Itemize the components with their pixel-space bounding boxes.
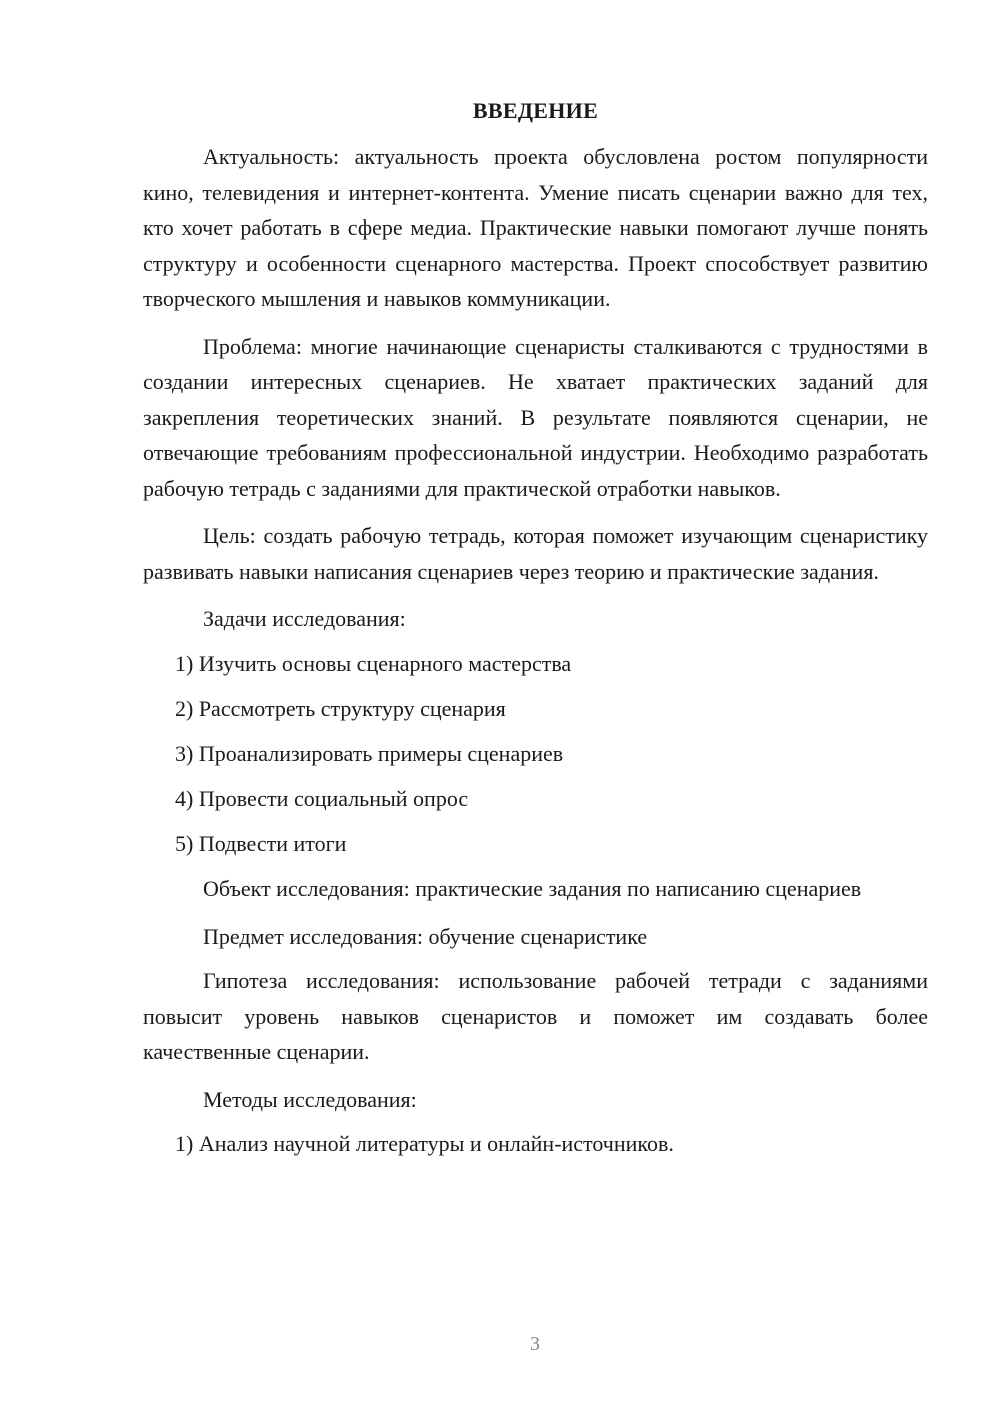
- page-number: 3: [530, 1333, 540, 1355]
- task-item: 2) Рассмотреть структуру сценария: [175, 695, 506, 721]
- page-title: ВВЕДЕНИЕ: [472, 98, 599, 123]
- tasks-list: [143, 646, 928, 862]
- task-item: 1) Изучить основы сценарного мастерства: [175, 650, 572, 676]
- page-content: [143, 95, 928, 1172]
- task-item: 3) Проанализировать примеры сценариев: [175, 740, 564, 766]
- relevance-paragraph: Актуальность: актуальность проекта обусловлена ростом популярности кино, телевидения и интернет-контента. Умение писать сценарии важно для тех, кто хочет работать в сфере медиа. Практические навыки помогают лучше понять структуру и особенности сценарного мастерства. Проект способствует развитию творческого мышления и навыков коммуникации.: [143, 144, 928, 311]
- tasks-heading: Задачи исследования:: [203, 606, 406, 631]
- methods-heading: Методы исследования:: [203, 1086, 417, 1112]
- problem-paragraph: Проблема: многие начинающие сценаристы сталкиваются с трудностями в создании интересных сценариев. Не хватает практических заданий для закрепления теоретических знаний. В результате появляются сценарии, не отвечающие требованиям профессиональной индустрии. Необходимо разработать рабочую тетрадь с заданиями для практической отработки навыков.: [143, 333, 928, 501]
- goal-paragraph: Цель: создать рабочую тетрадь, которая поможет изучающим сценаристику развивать навыки написания сценариев через теорию и практические задания.: [143, 523, 928, 584]
- task-item: 5) Подвести итоги: [175, 830, 347, 856]
- subject-paragraph: Предмет исследования: обучение сценаристике: [203, 923, 648, 949]
- task-item: 4) Провести социальный опрос: [175, 785, 469, 811]
- hypothesis-paragraph: Гипотеза исследования: использование рабочей тетради с заданиями повысит уровень навыков сценаристов и поможет им создавать более качественные сценарии.: [143, 968, 928, 1064]
- object-paragraph: Объект исследования: практические задания по написанию сценариев: [203, 876, 862, 901]
- methods-list: [143, 1126, 928, 1162]
- method-item: 1) Анализ научной литературы и онлайн-источников.: [175, 1131, 674, 1156]
